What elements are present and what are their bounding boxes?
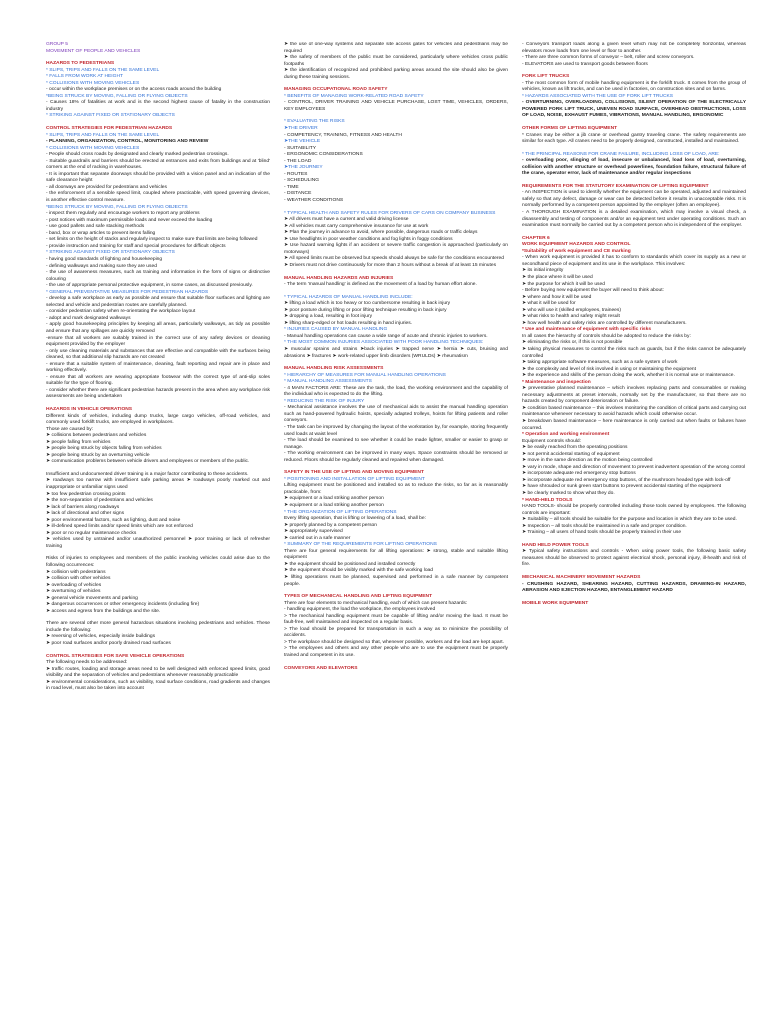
- text-line: Every lifting operation, that is lifting or lowering of a load, shall be:: [284, 516, 426, 522]
- section-heading: SAFETY IN THE USE OF LIFTING AND MOVING EQUIPMENT: [284, 470, 424, 476]
- text-line: ➤ the experience and skills of the person doing the work, whether it is normal use or maintenance.: [522, 373, 735, 379]
- text-line: - Suitable guardrails and barriers should be erected at entrances and exits from buildings and at 'blind' corners at the end of racking in warehouses.: [46, 158, 270, 171]
- section-heading: REQUIREMENTS FOR THE STATUTORY EXAMINATION OF LIFTING EQUIPMENT: [522, 183, 709, 189]
- text-line: ➤ lifting a load which is too heavy or too cumbersome resulting in back injury: [284, 301, 451, 307]
- subheading: ➤THE DRIVER: [284, 126, 318, 132]
- text-line: ➤ breakdown based maintenance – here maintenance is only carried out when faults or failures have occurred.: [522, 418, 746, 431]
- text-line: - The task can be improved by changing the layout of the workstation by, for example, storing frequently used loads at waist level: [284, 424, 508, 437]
- section-heading: MANUAL HANDLING RISK ASSESSMENTS: [284, 366, 384, 372]
- text-line: ➤ poor posture during lifting or poor lifting technique resulting in back injury: [284, 307, 447, 313]
- text-line: - overloading poor, slinging of load, insecure or unbalanced, load loss of load, overturning, collision with another structure or overhead powerlines, foundation failure, structural failure of the crane, operator error, lack of maintenance and/or regular inspections: [522, 158, 746, 177]
- text-line: There are four elements to mechanical handling, each of which can present hazards:: [284, 600, 468, 606]
- text-line: > The workplace should be designed so that, whenever possible, workers and the load are kept apart.: [284, 639, 504, 645]
- text-line: ➤ traffic routes, loading and storage areas need to be well designed with enforced speed limits, good visibility and the separation of vehicles and pedestrians whenever reasonably practicable: [46, 666, 270, 679]
- text-line: ➤ what risks to health and safety might result: [522, 314, 620, 320]
- text-line: - ELEVATORS are used to transport goods between floors: [522, 61, 648, 67]
- text-line: - the use of awareness measures, such as training and information in the form of signs or distinctive colouring: [46, 270, 270, 282]
- text-line: - post notices with maximum permissible loads and never exceed the loading: [46, 217, 213, 223]
- text-line: ➤ muscular sprains and strains ➤back injuries ➤ trapped nerve ➤ hernia ➤ cuts, bruising and abrasions ➤ fractures ➤ work-related upper limb disorders (WRULDs) ➤ rheumatism: [284, 346, 508, 359]
- text-line: ➤ the non-separation of pedestrians and vehicles: [46, 498, 153, 504]
- text-line: - inspect them regularly and encourage workers to report any problems: [46, 211, 200, 217]
- subheading: * POSITIONING AND INSTALLATION OF LIFTING EQUIPMENT: [284, 476, 425, 482]
- subheading: * COLLISIONS WITH MOVING VEHICLES: [46, 145, 140, 151]
- text-line: Risks of injuries to employees and members of the public involving vehicles could arise due to the following occurrences:: [46, 556, 270, 569]
- text-line: ➤ what it will be used for: [522, 301, 576, 307]
- text-line: ➤ vehicles used by untrained and/or unauthorized personnel ➤ poor training or lack of refresher training: [46, 537, 270, 549]
- text-line: ➤ general vehicle movements and parking: [46, 595, 138, 601]
- column-right: [522, 42, 746, 1017]
- text-line: ➤ dangerous occurrences or other emergency incidents (including fire): [46, 602, 200, 608]
- text-line: - 4 MAIN FACTORS ARE: These are the task, the load, the working environment and the capability of the individual who is expected to do the lifting.: [284, 385, 508, 398]
- subheading: * FALLS FROM WORK AT HEIGHT: [46, 74, 123, 80]
- text-line: - The most common form of mobile handling equipment is the forklift truck. It comes from the group of vehicles, known as lift trucks, and can be used in factories, on construction sites and on farms.: [522, 80, 746, 93]
- subheading: * TYPICAL HAZARDS OF MANUAL HANDLING INCLUDE:: [284, 294, 413, 300]
- text-line: ➤ carried out in a safe manner: [284, 535, 351, 541]
- text-line: There are four general requirements for all lifting operations: ➤ strong, stable and suitable lifting equipment: [284, 548, 508, 561]
- text-line: ➤ the place where it will be used: [522, 274, 593, 280]
- text-line: - THE LOAD: [284, 158, 312, 164]
- section-heading: * Operation and working environment: [522, 432, 610, 438]
- subheading: * SUMMARY OF THE REQUIREMENTS FOR LIFTING OPERATIONS: [284, 542, 437, 548]
- text-line: ➤ be clearly marked to show what they do.: [522, 491, 615, 496]
- text-line: - PLANNING, ORGANIZATION, CONTROL, MONITORING AND REVIEW: [46, 139, 209, 145]
- text-line: ➤ communication problems between vehicle drivers and employees or members of the public.: [46, 459, 250, 465]
- text-line: - Conveyors transport loads along a given level which may not be completely horizontal, whereas elevators move loads from one level or floor to another.: [522, 42, 746, 54]
- text-line: ➤ the identification of recognized and prohibited parking areas around the site should also be given during these training sessions.: [284, 68, 508, 80]
- text-line: ➤ not permit accidental starting of equipment: [522, 451, 620, 457]
- text-line: - occur within the workplace premises or on the access roads around the building: [46, 87, 222, 93]
- text-line: - The term 'manual handling' is defined as the movement of a load by human effort alone.: [284, 282, 477, 288]
- text-line: ➤ Drivers must not drive continuously for more than 2 hours without a break of at least 15 minutes: [284, 262, 497, 268]
- subheading: * COLLISIONS WITH MOVING VEHICLES: [46, 80, 140, 86]
- section-heading: HAZARDS IN VEHICLE OPERATIONS: [46, 406, 133, 412]
- text-line: ➤ dropping a load, resulting in foot injury: [284, 314, 373, 320]
- text-line: - having good standards of lighting and housekeeping: [46, 256, 163, 262]
- text-line: ➤ taking appropriate software measures, such as a safe system of work: [522, 360, 678, 366]
- text-line: Different kinds of vehicles, including dump trucks, large cargo vehicles, off-road vehicles, and commonly used forklift trucks, are employed in workplaces.: [46, 413, 270, 426]
- text-line: > The load should be prepared for transportation in such a way as to minimize the possibility of accidents.: [284, 626, 508, 639]
- text-line: ➤ Training – all users of hand tools should be properly trained in their use: [522, 530, 682, 536]
- text-line: - adopt and mark designated walkways: [46, 315, 131, 321]
- subheading: * MANUAL HANDLING ASSESSMENTS: [284, 379, 372, 385]
- text-line: ➤ Use hazard warning lights if an accident or severe traffic congestion is approached (particularly on motorways): [284, 243, 508, 255]
- text-line: ➤ eliminating the risks or, if this is not possible: [522, 340, 623, 346]
- text-line: - CRUSHING HAZARD, SHEARING HAZARD, CUTTING HAZARDS, DRAWING-IN HAZARD, ABRASION AND EJECTION HAZARD, ENTANGLEMENT HAZARD: [522, 581, 746, 594]
- text-line: - the use of appropriate personal protective equipment, in some cases, as discussed previously.: [46, 283, 253, 289]
- section-heading: * Maintenance and inspection: [522, 379, 591, 385]
- text-line: - SUITABILITY: [284, 145, 316, 151]
- text-line: ➤ preventative planned maintenance – which involves replacing parts and consumables or making necessary adjustments at preset intervals, normally set by the manufacturer, so that there are no hazards created by component deterioration or failure.: [522, 386, 746, 405]
- section-heading: MOBILE WORK EQUIPMENT: [522, 600, 589, 606]
- section-heading: TYPES OF MECHANICAL HANDLING AND LIFTING EQUIPMENT: [284, 594, 433, 600]
- text-line: - WEATHER CONDITIONS: [284, 198, 344, 204]
- text-line: ➤ equipment or a load striking another person: [284, 503, 384, 508]
- subheading: * SLIPS, TRIPS AND FALLS ON THE SAME LEVEL: [46, 132, 160, 138]
- text-line: ➤ collision with other vehicles: [46, 576, 111, 582]
- text-line: - defining walkways and making sure they are used: [46, 263, 157, 269]
- text-line: ➤ lifting sharp-edged or hot loads resulting in hand injuries.: [284, 320, 413, 326]
- text-line: ➤ overturning of vehicles: [46, 589, 101, 595]
- subheading: ➤THE JOURNEY: [284, 165, 323, 171]
- text-line: ➤ collision with pedestrians: [46, 569, 106, 575]
- text-line: ➤ access and egress from the buildings and the site.: [46, 608, 161, 614]
- subheading: * STRIKING AGAINST FIXED OR STATIONARY OBJECTS: [46, 113, 175, 119]
- text-line: ➤ where and how it will be used: [522, 294, 592, 300]
- text-line: ➤ people being struck by an overturning vehicle: [46, 452, 150, 458]
- text-line: - Causes 18% of fatalities at work and is the second highest cause of fatality in the construction industry: [46, 100, 270, 112]
- text-line: ➤ roadways too narrow with insufficient safe parking areas ➤ roadways poorly marked out and inappropriate or unfamiliar signs used: [46, 478, 270, 490]
- text-line: ➤ incorporate adequate red emergency stop buttons, of the mushroom headed type with lock-off: [522, 477, 731, 483]
- text-line: - Before buying new equipment the buyer will need to think about:: [522, 288, 664, 294]
- text-line: ➤ too few pedestrian crossing points: [46, 491, 126, 497]
- text-line: > The employees and others and any other people who are to use the equipment must be properly trained and competent in its use.: [284, 646, 508, 659]
- text-line: - all doorways are provided for pedestrians and vehicles: [46, 184, 167, 190]
- text-line: * Cranes may be either a jib crane or overhead gantry traveling crane. The safety requirements are similar for each type. All cranes need to be properly designed, constructed, installed and maintained.: [522, 132, 746, 145]
- text-line: ➤ the use of one-way systems and separate site access gates for vehicles and pedestrians may be required: [284, 42, 508, 54]
- text-line: ➤ poor road surfaces and/or poorly drained road surfaces: [46, 641, 171, 647]
- text-line: ➤ who will use it (skilled employees, trainees): [522, 307, 621, 313]
- text-line: - People should cross roads by designated and clearly marked pedestrian crossings.: [46, 152, 229, 158]
- text-line: - apply good housekeeping principles by keeping all areas, particularly walkways, as tidy as possible and ensure that any spillages are quickly removed: [46, 322, 270, 334]
- text-line: - Mechanical assistance involves the use of mechanical aids to assist the manual handling operation such as hand-powered hydraulic hoists, specially adapted trolleys, hoists for lifting patients and roller conveyors.: [284, 405, 508, 424]
- column-middle: [284, 42, 508, 1017]
- text-line: ➤ reversing of vehicles, especially inside buildings: [46, 634, 156, 640]
- text-line: ➤ collisions between pedestrians and vehicles: [46, 433, 147, 439]
- text-line: - COMPETENCY, TRAINING, FITNESS AND HEALTH: [284, 132, 402, 138]
- text-line: - provide instruction and training for staff and special procedures for difficult objects: [46, 243, 226, 249]
- column-left: [46, 42, 270, 1017]
- text-line: - ensure that all workers are wearing appropriate footwear with the correct type of anti-slip soles suitable for the type of flooring.: [46, 374, 270, 387]
- subheading: * TYPICAL HEALTH AND SAFETY RULES FOR DRIVERS OF CARS ON COMPANY BUSINESS: [284, 210, 496, 216]
- subheading: ➤THE VEHICLE: [284, 139, 321, 145]
- text-line: ➤ how well health and safety risks are controlled by different manufacturers.: [522, 320, 687, 326]
- text-line: Equipment controls should:: [522, 438, 581, 444]
- text-line: - use good pallets and safe stacking methods: [46, 224, 145, 230]
- text-line: ➤ ill-defined speed limits and/or speed limits which are not enforced: [46, 524, 193, 530]
- section-heading: * HAND-HELD TOOLS: [522, 497, 573, 503]
- section-heading: FORK LIFT TRUCKS: [522, 74, 570, 80]
- text-line: ➤ All drivers must have a current and valid driving license: [284, 217, 409, 223]
- text-line: - develop a safe workplace as early as possible and ensure that suitable floor surfaces and lighting are selected and vehicle and pedestrian routes are carefully planned.: [46, 296, 270, 308]
- text-line: - ERGONOMIC CONSIDERATIONS: [284, 152, 363, 158]
- subheading: * REDUCING THE RISK OF INJURY: [284, 398, 365, 404]
- text-line: ➤ overloading of vehicles: [46, 582, 102, 588]
- text-line: - DISTANCE: [284, 191, 312, 197]
- section-heading: CONTROL STRATEGIES FOR SAFE VEHICLE OPERATIONS: [46, 653, 185, 659]
- text-line: ➤ Plan the journey in advance to avoid, where possible, dangerous roads or traffic delays: [284, 230, 478, 236]
- subheading: * EVALUATING THE RISKS: [284, 119, 345, 125]
- section-heading: *Suitability of work equipment and CE marking: [522, 248, 631, 254]
- text-line: ➤ move in the same direction as the motion being controlled: [522, 458, 653, 464]
- text-line: ➤ Typical safety instructions and controls - When using power tools, the following basic safety measures should be observed to protect against electrical shock, personal injury, ill-health and risk of fire.: [522, 549, 746, 568]
- text-line: There are several other more general hazardous situations involving pedestrians and vehicles. These include the following:: [46, 621, 270, 633]
- section-heading: MANUAL HANDLING HAZARDS AND INJURIES: [284, 275, 394, 281]
- text-line: Those are caused by:: [46, 426, 94, 432]
- subheading: *BEING STRUCK BY MOVING, FALLING OR FLYING OBJECTS: [46, 204, 188, 210]
- section-heading: WORK EQUIPMENT HAZARDS AND CONTROL: [522, 242, 631, 248]
- subheading: * THE MOST COMMON INJURIES ASSOCIATED WITH POOR HANDLING TECHNIQUES:: [284, 340, 484, 346]
- section-heading: MANAGING OCCUPATIONAL ROAD SAFETY: [284, 87, 388, 93]
- text-line: > The mechanical handling equipment must be capable of lifting and/or moving the load. It must be fault-free, well maintained and inspected on a regular basis.: [284, 613, 508, 626]
- doc-title: GROUP 5: [46, 42, 68, 47]
- subheading: * BENEFITS OF MANAGING WORK-RELATED ROAD SAFETY: [284, 93, 424, 99]
- text-line: ➤ lack of barriers along roadways: [46, 504, 120, 510]
- text-line: ➤ lack of directional and other signs: [46, 511, 125, 517]
- text-line: ➤ environmental considerations, such as visibility, road surface conditions, road gradients and changes in road level, must also be taken into account: [46, 679, 270, 692]
- text-line: - A THOROUGH EXAMINATION is a detailed examination, which may involve a visual check, a disassembly and testing of components and/or an equipment test under operating conditions. Such an examination must normally be carried out by a competent person who is independent of the employer.: [522, 210, 746, 229]
- text-line: HAND TOOLS- should be properly controlled including those tools owned by employees. The following controls are important:: [522, 504, 746, 516]
- text-line: In all cases the hierarchy of controls should be adopted to reduce the risks by:: [522, 333, 691, 339]
- subheading: * HAZARDS ASSOCIATED WITH THE USE OF FORK LIFT TRUCKS: [522, 93, 673, 99]
- text-line: - It is important that separate doorways should be provided with a vision panel and an indication of the safe clearance height: [46, 171, 270, 184]
- subheading: * STRIKING AGAINST FIXED OR STATIONARY OBJECTS: [46, 250, 175, 256]
- subheading: * SLIPS, TRIPS AND FALLS ON THE SAME LEVEL: [46, 67, 160, 73]
- subheading: * HIERARCHY OF MEASURES FOR MANUAL HANDLING OPERATIONS: [284, 372, 446, 378]
- subheading: * GENERAL PREVENTATIVE MEASURES FOR PEDESTRIAN HAZARDS: [46, 289, 209, 295]
- text-line: - ensure that a suitable system of maintenance, cleaning, fault reporting and repair are in place and working effectively.: [46, 361, 270, 374]
- text-line: - When work equipment is provided it has to conform to standards which cover its supply as a new or secondhand piece of equipment and its use in the workplace. This involves:: [522, 255, 746, 267]
- text-line: ➤ people falling from vehicles: [46, 439, 111, 445]
- text-line: ➤ poor environmental factors, such as lighting, dust and noise: [46, 517, 181, 523]
- text-line: - only use cleaning materials and substances that are effective and compatible with the surfaces being cleaned, so that additional slip hazards are not created: [46, 348, 270, 361]
- text-line: ➤ poor or no regular maintenance checks: [46, 530, 137, 536]
- text-line: - ROUTES: [284, 171, 308, 177]
- text-line: ➤ condition based maintenance – this involves monitoring the condition of critical parts and carrying out maintenance whenever necessary to avoid hazards which could otherwise occur.: [522, 405, 746, 418]
- text-line: ➤ taking physical measures to control the risks such as guards, but if the risks cannot be adequately controlled: [522, 346, 746, 359]
- text-line: ➤ lifting operations must be planned, supervised and performed in a safe manner by competent people.: [284, 575, 508, 587]
- text-line: ➤ properly planned by a competent person: [284, 522, 378, 528]
- text-line: ➤ people being struck by objects falling from vehicles: [46, 446, 162, 452]
- section-heading: CHAPTER 6: [522, 235, 550, 241]
- text-line: - band, box or wrap articles to prevent items falling: [46, 230, 156, 236]
- section-heading: CONTROL STRATEGIES FOR PEDESTRIAN HAZARDS: [46, 126, 173, 132]
- text-line: - SCHEDULING: [284, 178, 320, 184]
- subheading: * THE PRINCIPAL REASONS FOR CRANE FAILURE, INCLUDING LOSS OF LOAD, ARE:: [522, 151, 720, 157]
- text-line: Insufficient and undocumented driver training is a major factor contributing to these accidents.: [46, 471, 249, 477]
- subheading: * THE ORGANIZATION OF LIFTING OPERATIONS: [284, 509, 397, 515]
- text-line: ➤ its initial integrity: [522, 268, 564, 274]
- text-line: - CONTROL, DRIVER TRAINING AND VEHICLE PURCHASE, LOST TIME, VEHICLES, ORDERS, KEY EMPLOYEES: [284, 100, 508, 112]
- text-line: - consider pedestrian safety when re-orientating the workplace layout: [46, 309, 196, 315]
- doc-subtitle: MOVEMENT OF PEOPLE AND VEHICLES: [46, 48, 141, 54]
- text-line: ➤ Use headlights in poor weather conditions and fog lights in foggy conditions: [284, 236, 453, 242]
- text-line: - There are three common forms of conveyor – belt, roller and screw conveyors.: [522, 55, 695, 61]
- subheading: * INJURIES CAUSED BY MANUAL HANDLING: [284, 327, 388, 333]
- text-line: - OVERTURNING, OVERLOADING, COLLISIONS, SILENT OPERATION OF THE ELECTRICALLY POWERED FORK LIFT TRUCK, UNEVEN ROAD SURFACE, OVERHEAD OBSTRUCTIONS, LOSS OF LOAD, NOISE, EXHAUST FUMES, VIBRATIONS, MANUAL HANDLING, ERGONOMIC: [522, 100, 746, 119]
- text-line: -ensure that all workers are suitably trained in the correct use of any safety devices or cleaning equipment provided by the employer: [46, 335, 270, 348]
- text-line: - handling equipment, the load the workplace, the employees involved: [284, 607, 436, 613]
- text-line: ➤ the equipment should be positioned and installed correctly: [284, 561, 416, 567]
- text-line: ➤ incorporate adequate red emergency stop buttons: [522, 471, 636, 477]
- text-line: ➤ Inspection – all tools should be maintained in a safe and proper condition.: [522, 523, 687, 529]
- text-line: The following needs to be addressed:: [46, 660, 128, 666]
- text-line: ➤ Suitability – all tools should be suitable for the purpose and location in which they are to be used.: [522, 517, 737, 523]
- text-line: ➤ the complexity and level of risk involved in using or maintaining the equipment: [522, 366, 697, 372]
- text-line: - consider whether there are significant pedestrian hazards present in the area when any workplace risk assessments are being undertaken: [46, 387, 270, 400]
- text-line: - the enforcement of a sensible speed limit, coupled where practicable, with speed governing devices, is another effective control measure.: [46, 191, 270, 204]
- text-line: - The load should be examined to see whether it could be made lighter, smaller or easier to grasp or manage.: [284, 438, 508, 450]
- text-line: ➤ the safety of members of the public must be considered, particularly where vehicles cross public footpaths: [284, 55, 508, 67]
- text-line: - Manual handling operations can cause a wide range of acute and chronic injuries to workers.: [284, 333, 488, 339]
- text-line: - An INSPECTION is used to identify whether the equipment can be operated, adjusted and maintained safely so that any defect, damage or wear can be detected before it results in unacceptable risks. It is normally performed by a competent person appointed by the employer (often an employee).: [522, 190, 746, 209]
- section-heading: MECHANICAL MACHINERY MOVEMENT HAZARDS: [522, 575, 641, 581]
- text-line: Lifting equipment must be positioned and installed so as to reduce the risks, so far as is reasonably practicable, from:: [284, 483, 508, 495]
- text-line: ➤ be easily reached from the operating positions: [522, 445, 628, 451]
- text-line: - TIME: [284, 184, 299, 190]
- section-heading: HAND HELD POWER TOOLS: [522, 542, 589, 548]
- section-heading: * Use and maintenance of equipment with specific risks: [522, 327, 652, 333]
- text-line: ➤ have shrouded or sunk green start buttons to prevent accidental starting of the equipment: [522, 484, 722, 490]
- text-line: - The working environment can be improved in many ways. Space constraints should be removed or reduced. Floors should be regularly cleaned and repaired when damaged.: [284, 451, 508, 463]
- text-line: ➤ All speed limits must be observed but speeds should always be safe for the conditions encountered: [284, 256, 504, 262]
- text-line: - set limits on the height of stacks and regularly inspect to make sure that limits are being followed: [46, 237, 258, 243]
- section-heading: CONVEYORS AND ELEVATORS: [284, 665, 358, 671]
- text-line: ➤ appropriately supervised: [284, 529, 343, 535]
- subheading: *BEING STRUCK BY MOVING, FALLING OR FLYING OBJECTS: [46, 93, 188, 99]
- text-line: ➤ the equipment should be visibly marked with the safe working load: [284, 568, 433, 574]
- section-heading: OTHER FORMS OF LIFTING EQUIPMENT: [522, 126, 618, 132]
- section-heading: HAZARDS TO PEDESTRIANS: [46, 61, 115, 67]
- text-line: ➤ vary in mode, shape and direction of movement to prevent inadvertent operation of the wrong control: [522, 464, 746, 470]
- text-line: ➤ equipment or a load striking another person: [284, 496, 384, 502]
- text-line: ➤ the purpose for which it will be used: [522, 281, 605, 287]
- text-line: ➤ All vehicles must carry comprehensive insurance for use at work: [284, 223, 429, 229]
